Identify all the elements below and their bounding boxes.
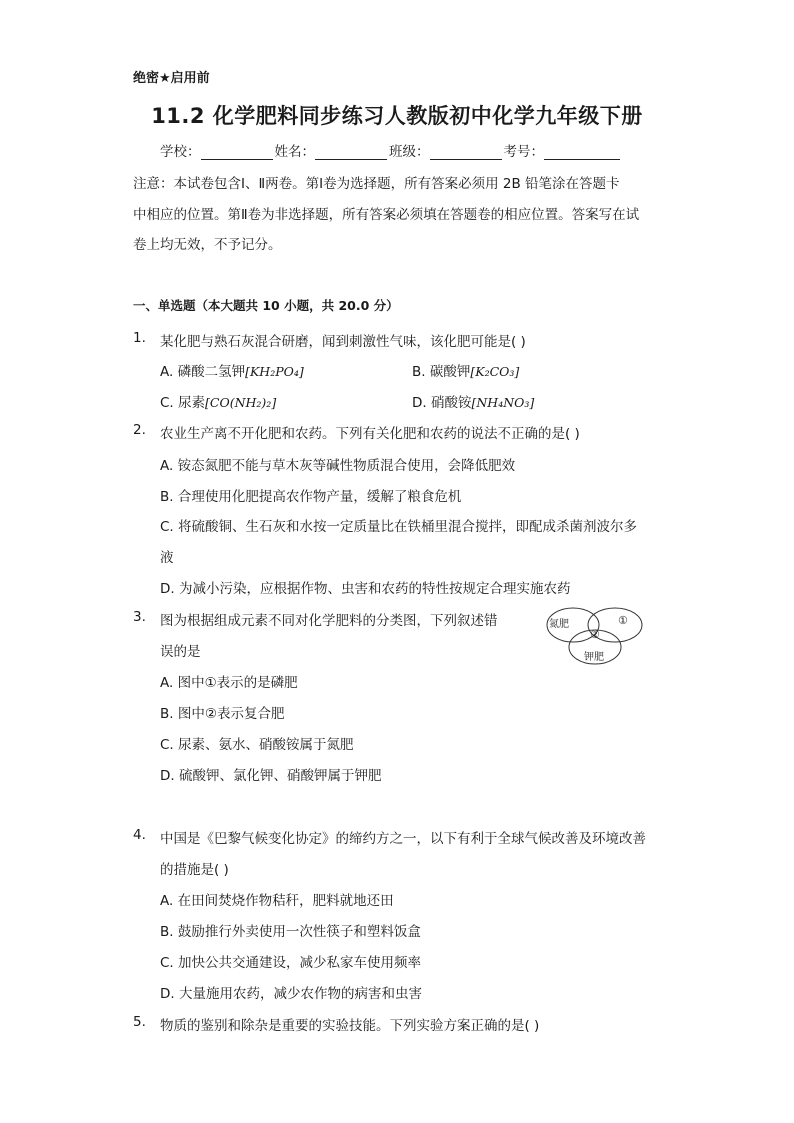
question-text-continued: 误的是 — [160, 644, 201, 660]
secret-label: 绝密★启用前 — [133, 71, 210, 86]
name-field[interactable] — [315, 145, 387, 160]
chemical-formula: [NH₄NO₃] — [471, 395, 535, 410]
section-title: 一、单选题（本大题共 10 小题，共 20.0 分） — [133, 298, 399, 313]
circle-1-marker: ① — [618, 614, 628, 627]
option-b[interactable]: B. 图中②表示复合肥 — [160, 706, 285, 722]
student-info-row — [160, 140, 622, 160]
question-number: 5. — [133, 1014, 146, 1030]
question-number: 3. — [133, 609, 146, 625]
option-d[interactable] — [412, 391, 534, 411]
school-field[interactable] — [201, 145, 273, 160]
option-b[interactable] — [412, 360, 519, 380]
name-label: 姓名： — [274, 144, 315, 160]
question-text: 农业生产离不开化肥和农药。下列有关化肥和农药的说法不正确的是( ) — [160, 426, 580, 442]
option-label: C. 尿素 — [160, 395, 206, 411]
question-text-continued: 的措施是( ) — [160, 862, 229, 878]
option-c-continued: 液 — [160, 550, 174, 566]
question-text: 某化肥与熟石灰混合研磨，闻到刺激性气味，该化肥可能是( ) — [160, 334, 526, 350]
question-number: 2. — [133, 422, 146, 438]
option-c[interactable]: C. 尿素、氨水、硝酸铵属于氮肥 — [160, 737, 354, 753]
option-d[interactable]: D. 为减小污染，应根据作物、虫害和农药的特性按规定合理实施农药 — [160, 581, 571, 597]
fertilizer-venn-diagram — [543, 603, 645, 667]
option-a[interactable]: A. 铵态氮肥不能与草木灰等碱性物质混合使用，会降低肥效 — [160, 458, 516, 474]
notice-line-2: 中相应的位置。第Ⅱ卷为非选择题，所有答案必须填在答题卷的相应位置。答案写在试 — [133, 207, 640, 223]
school-label: 学校： — [160, 144, 201, 160]
question-text: 图为根据组成元素不同对化学肥料的分类图，下列叙述错 — [160, 613, 498, 629]
option-d[interactable]: D. 硫酸钾、氯化钾、硝酸钾属于钾肥 — [160, 768, 382, 784]
question-number: 4. — [133, 827, 146, 843]
exam-no-label: 考号： — [503, 144, 544, 160]
class-label: 班级： — [389, 144, 430, 160]
potassium-label: 钾肥 — [584, 652, 604, 663]
option-a[interactable] — [160, 360, 304, 380]
option-label: D. 硝酸铵 — [412, 395, 472, 411]
option-label: B. 碳酸钾 — [412, 364, 471, 380]
notice-line-1: 注意：本试卷包含Ⅰ、Ⅱ两卷。第Ⅰ卷为选择题，所有答案必须用 2B 铅笔涂在答题卡 — [133, 176, 620, 192]
circle-2-marker: ② — [590, 628, 600, 641]
option-c[interactable]: C. 加快公共交通建设，减少私家车使用频率 — [160, 955, 422, 971]
option-a[interactable]: A. 图中①表示的是磷肥 — [160, 675, 298, 691]
exam-no-field[interactable] — [544, 145, 620, 160]
option-b[interactable]: B. 合理使用化肥提高农作物产量，缓解了粮食危机 — [160, 489, 462, 505]
chemical-formula: [K₂CO₃] — [470, 364, 520, 379]
option-d[interactable]: D. 大量施用农药，减少农作物的病害和虫害 — [160, 986, 422, 1002]
question-number: 1. — [133, 330, 146, 346]
option-b[interactable]: B. 鼓励推行外卖使用一次性筷子和塑料饭盒 — [160, 924, 421, 940]
option-a[interactable]: A. 在田间焚烧作物秸秆，肥料就地还田 — [160, 893, 394, 909]
option-label: A. 磷酸二氢钾 — [160, 364, 246, 380]
chemical-formula: [KH₂PO₄] — [245, 364, 304, 379]
notice-line-3: 卷上均无效，不予记分。 — [133, 237, 282, 253]
nitrogen-label: 氮肥 — [549, 619, 569, 630]
question-text: 中国是《巴黎气候变化协定》的缔约方之一，以下有利于全球气候改善及环境改善 — [160, 831, 646, 847]
option-c[interactable]: C. 将硫酸铜、生石灰和水按一定质量比在铁桶里混合搅拌，即配成杀菌剂波尔多 — [160, 519, 638, 535]
class-field[interactable] — [430, 145, 502, 160]
page-title: 11.2 化学肥料同步练习人教版初中化学九年级下册 — [151, 104, 643, 128]
option-c[interactable] — [160, 391, 276, 411]
chemical-formula: [CO(NH₂)₂] — [205, 395, 277, 410]
question-text: 物质的鉴别和除杂是重要的实验技能。下列实验方案正确的是( ) — [160, 1018, 540, 1034]
